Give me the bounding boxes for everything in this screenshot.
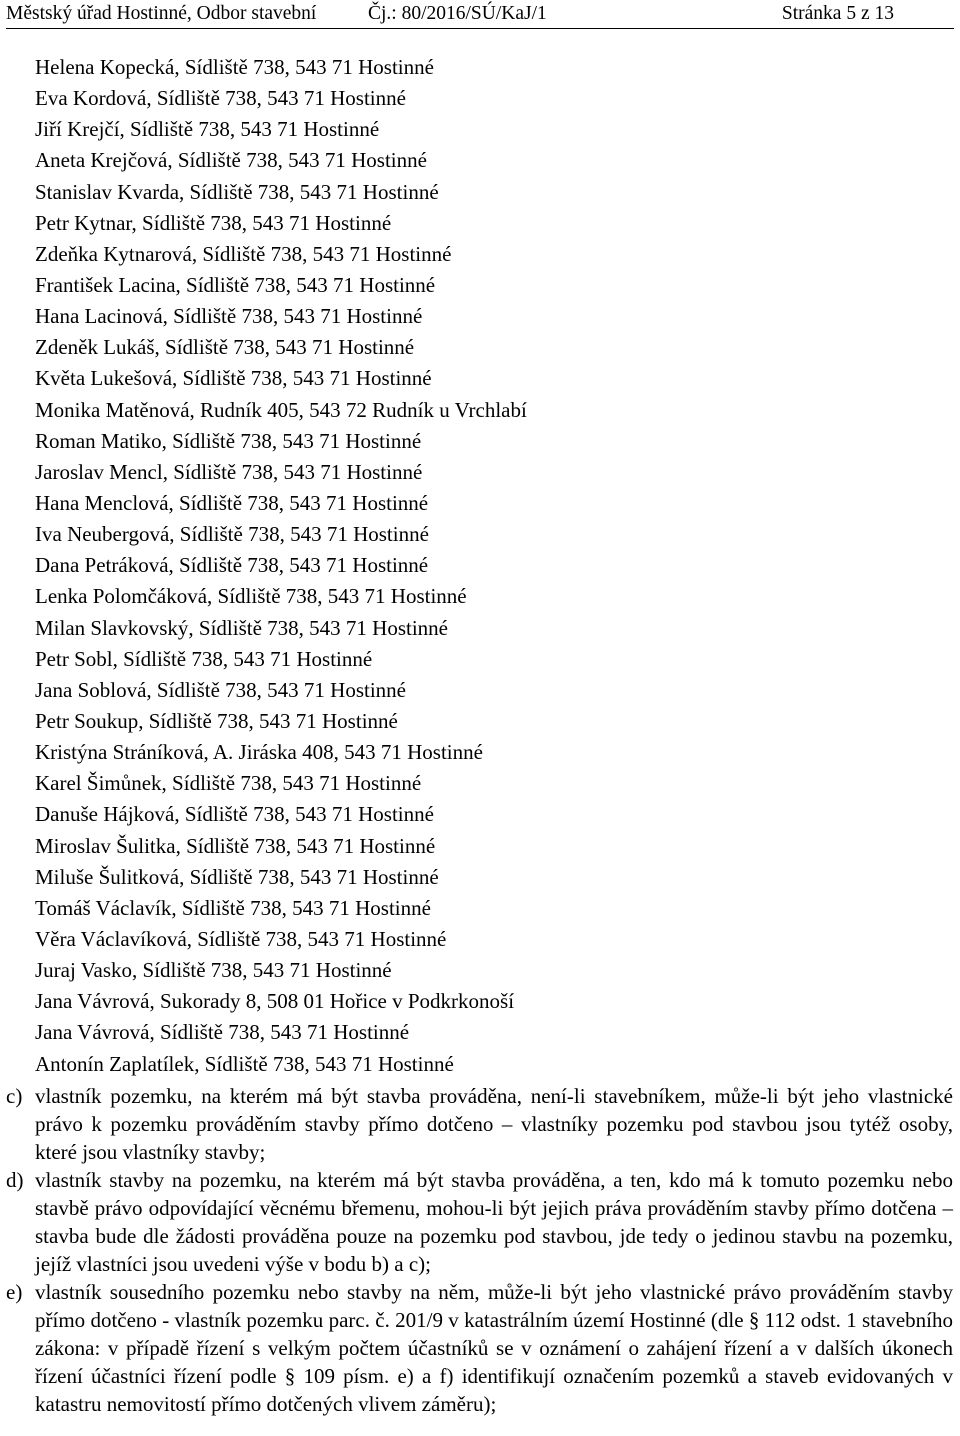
item-text: vlastník sousedního pozemku nebo stavby na něm, může-li být jeho vlastnické právo prováděním stavby přímo dotčeno - vlastník pozemku parc. č. 201/9 v katastrálním území Hostinné (dle § 112 odst. 1 stavebního zákona: v případě řízení s velkým počtem účastníků se v oznámení o zahájení řízení a v dalších úkonech řízení účastníci řízení podle § 109 písm. e) a f) identifikují označením pozemků a staveb evidovaných v katastru nemovitostí přímo dotčených vlivem záměru); [35, 1280, 953, 1416]
item-marker: d) [6, 1168, 24, 1192]
list-item: Hana Menclová, Sídliště 738, 543 71 Hostinné [35, 490, 429, 515]
list-item: Helena Kopecká, Sídliště 738, 543 71 Hostinné [35, 55, 434, 79]
reference-number: Čj.: 80/2016/SÚ/KaJ/1 [368, 3, 547, 24]
list-item: Juraj Vasko, Sídliště 738, 543 71 Hostinné [35, 958, 392, 983]
item-marker: c) [6, 1084, 23, 1108]
list-item: Eva Kordová, Sídliště 738, 543 71 Hostinné [35, 86, 406, 111]
list-item: Iva Neubergová, Sídliště 738, 543 71 Hostinné [35, 522, 429, 547]
item-marker: e) [6, 1280, 23, 1304]
list-item: Květa Lukešová, Sídliště 738, 543 71 Hostinné [35, 366, 432, 391]
list-item: Tomáš Václavík, Sídliště 738, 543 71 Hostinné [35, 895, 431, 920]
category-item-d [0, 1166, 960, 1278]
item-text: vlastník stavby na pozemku, na kterém má být stavba prováděna, a ten, kdo má k tomuto pozemku nebo stavbě právo odpovídající věcnému břemenu, mohou-li být jejich práva prováděním stavby přímo dotčena – stavba bude dle žádosti prováděna pouze na pozemku pod stavbou, jde tedy o jedinou stavbu na pozemku, jejíž vlastníci jsou uvedeni výše v bodu b) a c); [35, 1168, 953, 1276]
list-item: Jana Soblová, Sídliště 738, 543 71 Hostinné [35, 677, 406, 702]
list-item: Kristýna Stráníková, A. Jiráska 408, 543 71 Hostinné [35, 740, 483, 765]
list-item: Stanislav Kvarda, Sídliště 738, 543 71 Hostinné [35, 179, 439, 204]
office-name: Městský úřad Hostinné, Odbor stavební [6, 3, 317, 24]
list-item: Aneta Krejčová, Sídliště 738, 543 71 Hostinné [35, 148, 427, 173]
list-item: Dana Petráková, Sídliště 738, 543 71 Hostinné [35, 553, 429, 578]
list-item: Zdeněk Lukáš, Sídliště 738, 543 71 Hostinné [35, 335, 415, 360]
page-header [6, 2, 954, 29]
category-item-e [0, 1278, 960, 1418]
list-item: Miroslav Šulitka, Sídliště 738, 543 71 Hostinné [35, 833, 436, 858]
list-item: Antonín Zaplatílek, Sídliště 738, 543 71 Hostinné [35, 1051, 454, 1076]
list-item: Petr Soukup, Sídliště 738, 543 71 Hostinné [35, 708, 398, 733]
list-item: Monika Matěnová, Rudník 405, 543 72 Rudník u Vrchlabí [35, 397, 527, 422]
list-item: Jana Vávrová, Sukorady 8, 508 01 Hořice v Podkrkonoší [35, 989, 515, 1014]
list-item: František Lacina, Sídliště 738, 543 71 Hostinné [35, 272, 436, 297]
list-item: Petr Kytnar, Sídliště 738, 543 71 Hostinné [35, 210, 392, 235]
list-item: Roman Matiko, Sídliště 738, 543 71 Hostinné [35, 428, 422, 453]
list-item: Jana Vávrová, Sídliště 738, 543 71 Hostinné [35, 1020, 410, 1045]
list-item: Miluše Šulitková, Sídliště 738, 543 71 Hostinné [35, 864, 439, 889]
page-number: Stránka 5 z 13 [781, 3, 894, 24]
category-item-c [0, 1082, 960, 1166]
list-item: Danuše Hájková, Sídliště 738, 543 71 Hostinné [35, 802, 434, 827]
participant-list [35, 52, 527, 1080]
list-item: Jaroslav Mencl, Sídliště 738, 543 71 Hostinné [35, 459, 423, 484]
list-item: Jiří Krejčí, Sídliště 738, 543 71 Hostinné [35, 117, 380, 142]
list-item: Karel Šimůnek, Sídliště 738, 543 71 Hostinné [35, 771, 422, 796]
list-item: Petr Sobl, Sídliště 738, 543 71 Hostinné [35, 646, 373, 671]
list-item: Zdeňka Kytnarová, Sídliště 738, 543 71 Hostinné [35, 241, 452, 266]
item-text: vlastník pozemku, na kterém má být stavba prováděna, není-li stavebníkem, může-li být jeho vlastnické právo k pozemku prováděním stavby přímo dotčeno – vlastníky pozemku pod stavbou jsou tytéž osoby, které jsou vlastníky stavby; [35, 1084, 953, 1164]
list-item: Věra Václavíková, Sídliště 738, 543 71 Hostinné [35, 926, 447, 951]
list-item: Milan Slavkovský, Sídliště 738, 543 71 Hostinné [35, 615, 449, 640]
list-item: Lenka Polomčáková, Sídliště 738, 543 71 Hostinné [35, 584, 467, 609]
list-item: Hana Lacinová, Sídliště 738, 543 71 Hostinné [35, 304, 423, 329]
participant-categories [0, 1082, 960, 1418]
